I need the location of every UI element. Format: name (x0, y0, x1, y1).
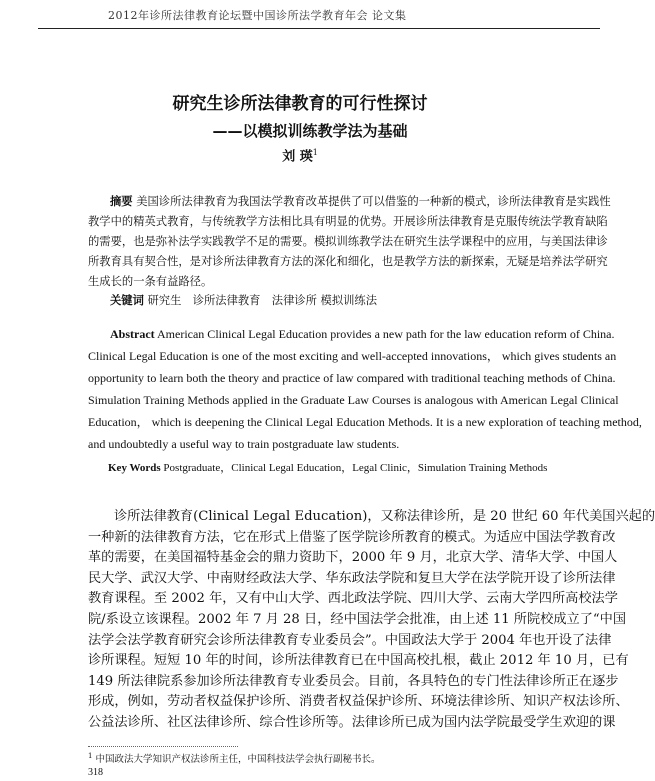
running-header: 2012年诊所法律教育论坛暨中国诊所法学教育年会 论文集 (108, 9, 407, 22)
abstract-label-en: Abstract (110, 327, 155, 341)
body-line: 教育课程。至 2002 年，又有中山大学、西北政法学院、四川大学、云南大学四所高校法学 (88, 591, 618, 607)
abstract-line: 所教育具有契合性，是对诊所法律教育方法的深化和细化，也是教学方法的新探索，无疑是培养法学研究 (88, 255, 608, 268)
body-line: 民大学、武汉大学、中南财经政法大学、华东政法学院和复旦大学在法学院开设了诊所法律 (88, 570, 616, 586)
body-line: 法学会法学教育研究会诊所法律教育专业委员会”。中国政法大学于 2004 年也开设了法律 (88, 632, 612, 648)
body-line: 一种新的法律教育方法，它在形式上借鉴了医学院诊所教育的模式。为适应中国法学教育改 (88, 529, 616, 545)
abstract-line: American Clinical Legal Education provides a new path for the law education reform of China. (157, 327, 615, 341)
paper-title: 研究生诊所法律教育的可行性探讨 (172, 94, 428, 114)
body-line: 诊所课程。短短 10 年的时间，诊所法律教育已在中国高校扎根，截止 2012 年 10 月，已有 (88, 653, 629, 669)
keywords-text-en: Postgraduate，Clinical Legal Education，Legal Clinic，Simulation Training Methods (163, 462, 548, 474)
keywords-label-en: Key Words (108, 462, 161, 474)
abstract-line: Clinical Legal Education is one of the most exciting and well-accepted innovations， which gives students an (88, 349, 617, 363)
english-keywords (108, 461, 547, 475)
author-footnote-mark: 1 (312, 148, 318, 157)
abstract-line: 的需要，也是弥补法学实践教学不足的需要。模拟训练教学法在研究生法学课程中的应用，与美国法律诊 (88, 235, 608, 248)
body-line: 诊所法律教育(Clinical Legal Education)，又称法律诊所，是 20 世纪 60 年代美国兴起的 (114, 509, 655, 524)
abstract-line: and undoubtedly a useful way to train postgraduate law students. (88, 437, 400, 451)
body-line: 形成，例如，劳动者权益保护诊所、消费者权益保护诊所、环境法律诊所、知识产权法诊所、 (88, 694, 629, 710)
body-line: 149 所法律院系参加诊所法律教育专业委员会。目前，各具特色的专门性法律诊所正在逐步 (88, 673, 619, 689)
author-name: 刘 瑛 (282, 149, 313, 165)
english-abstract (88, 323, 642, 455)
abstract-label: 摘要 (110, 195, 133, 208)
body-line: 院/系设立该课程。2002 年 7 月 28 日，经中国法学会批准，由上述 11 所院校成立了“中国 (88, 611, 627, 627)
author (0, 144, 600, 165)
footnote-text: 中国政法大学知识产权法诊所主任，中国科技法学会执行副秘书长。 (95, 754, 381, 766)
footnote-rule (88, 746, 238, 747)
body-line: 革的需要，在美国福特基金会的鼎力资助下，2000 年 9 月，北京大学、清华大学、中国人 (88, 550, 618, 566)
keywords-text: 研究生 诊所法律教育 法律诊所 模拟训练法 (147, 294, 378, 307)
footnote-mark: 1 (88, 752, 93, 760)
abstract-line: 生成长的一条有益路径。 (88, 275, 213, 288)
keywords-label: 关键词 (110, 294, 144, 307)
header-rule (38, 28, 600, 29)
footnote (88, 750, 381, 766)
chinese-keywords (110, 293, 377, 308)
page-number: 318 (88, 767, 103, 778)
abstract-line: 教学中的精英式教育，与传统教学方法相比具有明显的优势。开展诊所法律教育是克服传统法学教育缺陷 (88, 215, 608, 228)
chinese-abstract (88, 192, 611, 292)
abstract-line: Simulation Training Methods applied in the Graduate Law Courses is analogous with American Legal Clinical (88, 393, 619, 407)
paper-subtitle: ——以模拟训练教学法为基础 (212, 122, 408, 140)
body-line: 公益法诊所、社区法律诊所、综合性诊所等。法律诊所已成为国内法学院最受学生欢迎的课 (88, 714, 616, 730)
abstract-line: 美国诊所法律教育为我国法学教育改革提供了可以借鉴的一种新的模式，诊所法律教育是实践性 (136, 195, 611, 208)
abstract-line: opportunity to learn both the theory and practice of law compared with traditional teaching methods of China. (88, 371, 616, 385)
body-text (88, 507, 655, 734)
abstract-line: Education， which is deepening the Clinical Legal Education Methods. It is a new exploration of teaching method, (88, 415, 642, 429)
